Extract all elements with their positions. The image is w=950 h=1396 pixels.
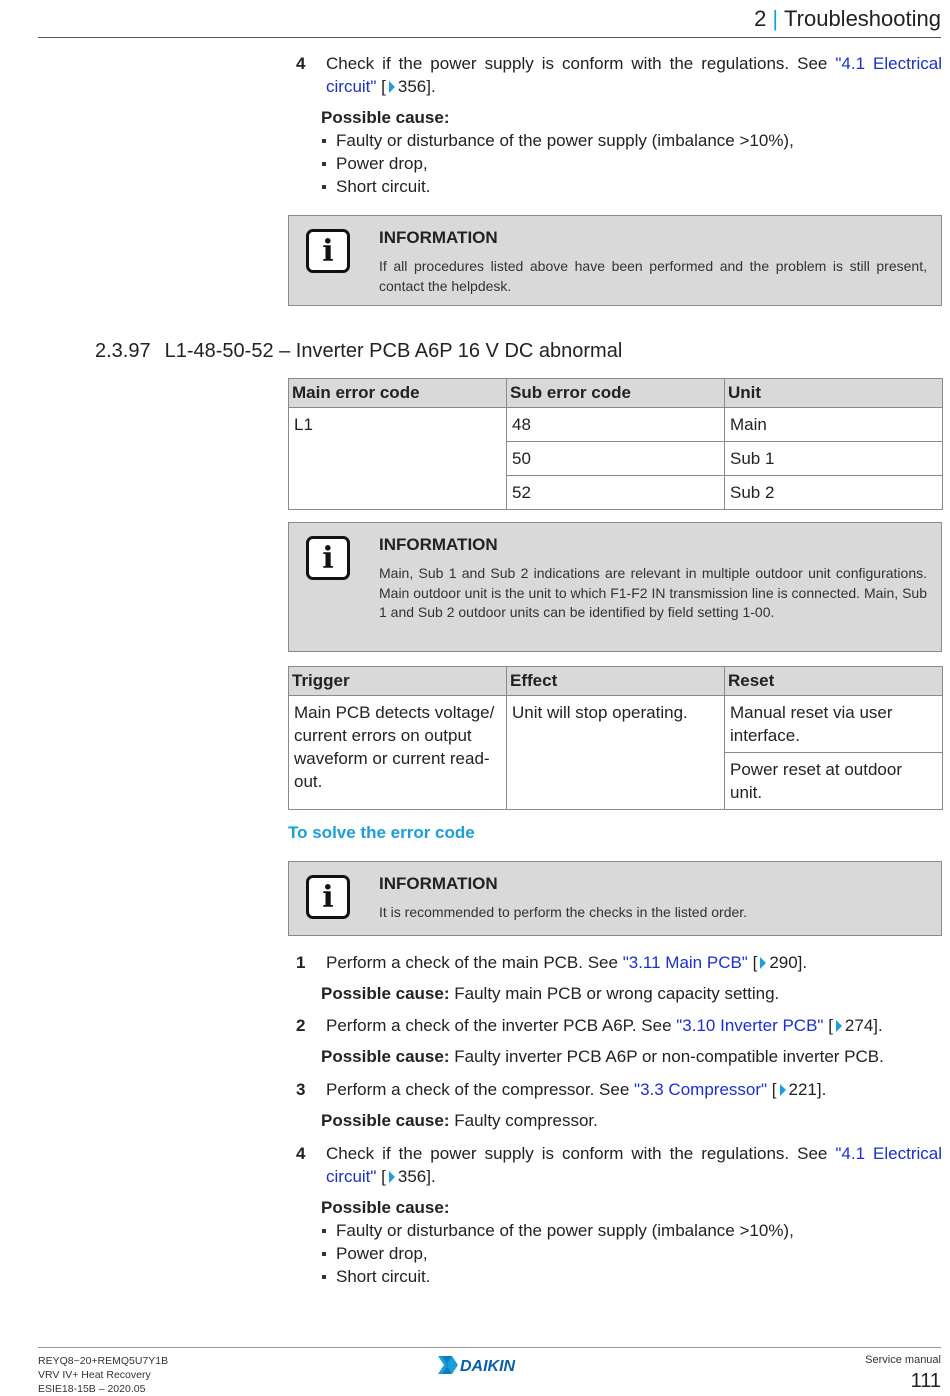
page-arrow-icon: [780, 1084, 786, 1096]
solve-heading: To solve the error code: [288, 823, 475, 842]
chapter-number: 2: [754, 6, 767, 31]
page-number: 111: [910, 1370, 941, 1392]
column-header: Unit: [725, 379, 943, 408]
possible-cause-label: Possible cause:: [321, 1047, 450, 1066]
step-4-cause: [321, 1196, 794, 1288]
table-header-row: [289, 667, 943, 696]
possible-cause-label: Possible cause:: [321, 1111, 450, 1130]
compressor-link[interactable]: "3.3 Compressor": [634, 1080, 768, 1099]
unit-cell: Sub 2: [725, 476, 943, 510]
trigger-cell: Main PCB detects voltage/ current errors on output waveform or current read-out.: [289, 696, 507, 810]
step-text: Perform a check of the compressor. See "3.3 Compressor" [ 221].: [326, 1080, 827, 1099]
list-item: Short circuit.: [321, 1265, 794, 1288]
possible-cause-text: Faulty inverter PCB A6P or non-compatible inverter PCB.: [454, 1047, 884, 1066]
page-arrow-icon: [760, 957, 766, 969]
inverter-pcb-link[interactable]: "3.10 Inverter PCB": [676, 1016, 824, 1035]
list-item: Power drop,: [321, 1242, 794, 1265]
column-header: Effect: [507, 667, 725, 696]
effect-cell: Unit will stop operating.: [507, 696, 725, 810]
information-body: If all procedures listed above have been performed and the problem is still present, contact the helpdesk.: [379, 258, 927, 294]
running-header: [754, 6, 941, 32]
cause-list: [321, 129, 794, 198]
list-item: Faulty or disturbance of the power supply (imbalance >10%),: [321, 1219, 794, 1242]
possible-cause-text: Faulty main PCB or wrong capacity setting.: [454, 984, 780, 1003]
trigger-effect-reset-table: [288, 666, 943, 810]
possible-cause-label: Possible cause:: [321, 108, 450, 127]
table-row: [289, 696, 943, 753]
sub-error-code-cell: 48: [507, 408, 725, 442]
step-text: Perform a check of the inverter PCB A6P. See "3.10 Inverter PCB" [ 274].: [326, 1016, 883, 1035]
step-number: 4: [296, 1144, 306, 1163]
unit-cell: Sub 1: [725, 442, 943, 476]
reset-cell: Manual reset via user interface.: [725, 696, 943, 753]
main-pcb-link[interactable]: "3.11 Main PCB": [622, 953, 748, 972]
information-title: INFORMATION: [379, 228, 498, 247]
step-text: Perform a check of the main PCB. See "3.11 Main PCB" [ 290].: [326, 953, 808, 972]
step-text: Check if the power supply is conform with the regulations. See "4.1 Electrical circuit" [ 356].: [326, 1144, 942, 1186]
section-heading: [95, 340, 622, 363]
product-line: VRV IV+ Heat Recovery: [38, 1369, 151, 1381]
electrical-circuit-link[interactable]: "4.1 Electrical circuit": [326, 54, 942, 96]
footer-rule: [38, 1347, 941, 1348]
table-header-row: [289, 379, 943, 408]
step-2-cause: [321, 1045, 884, 1068]
sub-error-code-cell: 52: [507, 476, 725, 510]
model-line: REYQ8~20+REMQ5U7Y1B: [38, 1355, 169, 1367]
page-arrow-icon: [389, 1171, 395, 1183]
unit-cell: Main: [725, 408, 943, 442]
step-number: 3: [296, 1080, 306, 1099]
information-body: Main, Sub 1 and Sub 2 indications are relevant in multiple outdoor unit configurations. Main outdoor unit is the unit to which F1-F2 IN transmission line is connected. Main, Sub 1 and Sub 2 outdoor units can be identified by field setting 1-00.: [379, 565, 927, 620]
footer-page-info: [865, 1354, 941, 1393]
step-2: [296, 1014, 942, 1037]
information-box: [288, 522, 942, 652]
chapter-title: Troubleshooting: [784, 6, 941, 31]
daikin-logo: [438, 1354, 542, 1376]
cause-list: [321, 1219, 794, 1288]
page-arrow-icon: [836, 1020, 842, 1032]
possible-cause-text: Faulty compressor.: [454, 1111, 598, 1130]
column-header: Sub error code: [507, 379, 725, 408]
information-box: [288, 215, 942, 306]
section-number: 2.3.97: [95, 340, 151, 362]
list-item: Short circuit.: [321, 175, 794, 198]
page-arrow-icon: [389, 81, 395, 93]
list-item: Faulty or disturbance of the power supply (imbalance >10%),: [321, 129, 794, 152]
logo-text: DAIKIN: [460, 1358, 516, 1375]
step-number: 2: [296, 1016, 306, 1035]
top-step-4: [296, 52, 942, 98]
information-box: [288, 861, 942, 936]
footer-document-info: [38, 1354, 168, 1396]
document-code-line: ESIE18-15B – 2020.05: [38, 1383, 146, 1395]
step-3-cause: [321, 1109, 598, 1132]
information-title: INFORMATION: [379, 535, 498, 554]
step-1: [296, 951, 942, 974]
information-icon: i: [306, 875, 350, 919]
header-separator: |: [772, 6, 779, 31]
top-possible-cause: [321, 106, 794, 198]
possible-cause-label: Possible cause:: [321, 1198, 450, 1217]
list-item: Power drop,: [321, 152, 794, 175]
step-4: [296, 1142, 942, 1188]
information-icon: i: [306, 229, 350, 273]
main-error-code-cell: L1: [289, 408, 507, 510]
information-title: INFORMATION: [379, 874, 498, 893]
header-rule: [38, 37, 941, 38]
column-header: Main error code: [289, 379, 507, 408]
information-icon: i: [306, 536, 350, 580]
step-number: 4: [296, 54, 306, 73]
error-code-table: [288, 378, 943, 510]
electrical-circuit-link[interactable]: "4.1 Electrical circuit": [326, 1144, 942, 1186]
information-body: It is recommended to perform the checks in the listed order.: [379, 904, 748, 920]
reset-cell: Power reset at outdoor unit.: [725, 753, 943, 810]
column-header: Trigger: [289, 667, 507, 696]
column-header: Reset: [725, 667, 943, 696]
possible-cause-label: Possible cause:: [321, 984, 450, 1003]
table-row: [289, 408, 943, 442]
section-title: L1-48-50-52 – Inverter PCB A6P 16 V DC abnormal: [164, 340, 623, 362]
manual-type: Service manual: [865, 1354, 941, 1366]
sub-error-code-cell: 50: [507, 442, 725, 476]
step-text: Check if the power supply is conform with the regulations. See "4.1 Electrical circuit" [ 356].: [326, 54, 942, 96]
step-3: [296, 1078, 942, 1101]
step-1-cause: [321, 982, 779, 1005]
step-number: 1: [296, 953, 306, 972]
